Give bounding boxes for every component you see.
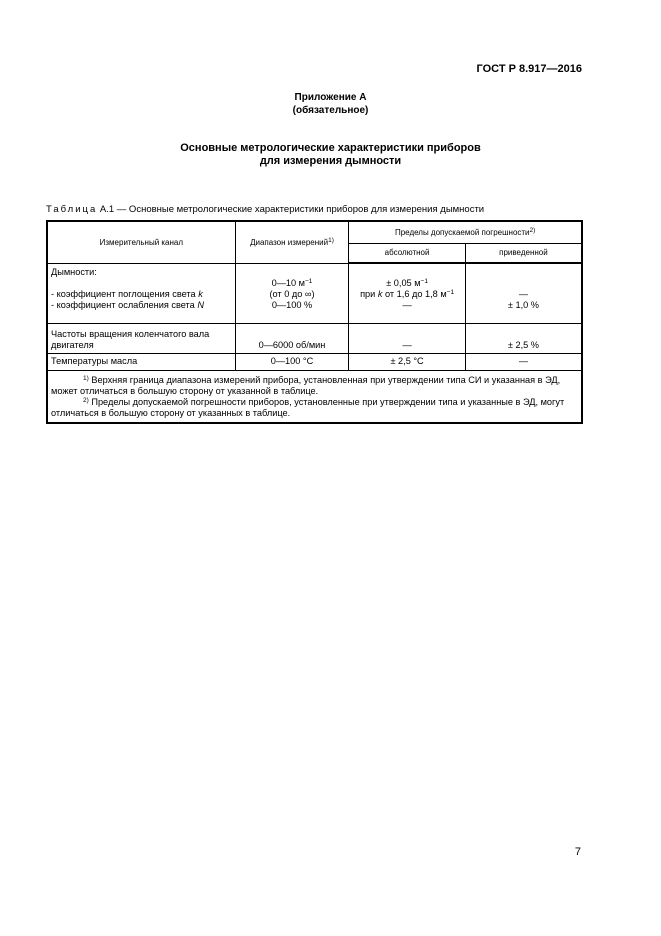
table-caption-label: Таблица bbox=[46, 204, 98, 215]
main-title-line-1: Основные метрологические характеристики приборов bbox=[180, 142, 481, 154]
attenuation-absolute-error: — bbox=[402, 300, 412, 310]
header-channel: Измерительный канал bbox=[47, 221, 235, 263]
document-code: ГОСТ Р 8.917—2016 bbox=[476, 63, 582, 75]
cell-smoke-channel bbox=[47, 263, 235, 323]
header-range-footnote-ref: 1) bbox=[328, 236, 334, 244]
cell-oil-range: 0—100 °С bbox=[235, 353, 349, 370]
absorption-label: - коэффициент поглощения света k bbox=[51, 288, 203, 299]
absorption-range: 0—10 $м^{-1}$ bbox=[271, 277, 313, 288]
smoke-group-label: Дымности: bbox=[51, 266, 97, 277]
cell-smoke-range bbox=[235, 263, 349, 323]
attenuation-label: - коэффициент ослабления света N bbox=[51, 299, 204, 310]
header-range bbox=[235, 221, 349, 263]
cell-rpm-reduced: ± 2,5 % bbox=[465, 323, 582, 353]
footnote-2-mark: 2) bbox=[83, 396, 89, 404]
cell-smoke-reduced bbox=[465, 263, 582, 323]
absorption-absolute-error: ± 0,05 $м^{-1}$ bbox=[386, 278, 428, 288]
table-row-oil bbox=[47, 353, 582, 370]
characteristics-table bbox=[46, 220, 583, 424]
cell-smoke-absolute bbox=[349, 263, 466, 323]
attenuation-reduced-error: ± 1,0 % bbox=[507, 300, 539, 310]
cell-rpm-range: 0—6000 об/мин bbox=[235, 323, 349, 353]
footnote-2 bbox=[51, 397, 578, 419]
absorption-reduced-error: — bbox=[518, 289, 529, 299]
cell-rpm-channel: Частоты вращения коленчатого вала двигателя bbox=[47, 323, 235, 353]
table-row-footnotes bbox=[47, 370, 582, 423]
table-caption bbox=[46, 204, 484, 215]
footnote-1 bbox=[51, 375, 578, 397]
main-title-line-2: для измерения дымности bbox=[259, 155, 402, 167]
absorption-variable: k bbox=[198, 288, 203, 299]
header-limits bbox=[349, 221, 582, 243]
header-absolute: абсолютной bbox=[349, 243, 466, 263]
page-number: 7 bbox=[574, 846, 581, 858]
appendix-heading bbox=[0, 91, 661, 117]
attenuation-range: 0—100 % bbox=[271, 299, 313, 310]
footnote-1-text: Верхняя граница диапазона измерений прибора, установленная при утверждении типа СИ и указанная в ЭД, может отличаться в большую сторону от указанной в таблице. bbox=[51, 374, 561, 396]
attenuation-variable: N bbox=[197, 299, 204, 310]
absorption-range-alt: (от 0 до ∞) bbox=[269, 288, 315, 299]
absorption-absolute-condition: при k от 1,6 до 1,8 $м^{-1}$ bbox=[360, 289, 455, 299]
cell-rpm-absolute: — bbox=[349, 323, 466, 353]
header-limits-text: Пределы допускаемой погрешности bbox=[394, 227, 530, 237]
appendix-title: Приложение А bbox=[294, 92, 367, 103]
header-limits-footnote-ref: 2) bbox=[529, 226, 536, 234]
cell-oil-reduced: — bbox=[465, 353, 582, 370]
header-reduced: приведенной bbox=[465, 243, 582, 263]
header-range-text: Диапазон измерений bbox=[250, 237, 329, 247]
table-row-smoke bbox=[47, 263, 582, 323]
table-footnotes bbox=[47, 370, 582, 423]
table-caption-text: А.1 — Основные метрологические характеристики приборов для измерения дымности bbox=[99, 204, 485, 215]
footnote-2-text: Пределы допускаемой погрешности приборов, установленные при утверждении типа и указанные в ЭД, могут отличаться в большую сторону от указанных в таблице. bbox=[51, 396, 565, 418]
cell-oil-channel: Температуры масла bbox=[47, 353, 235, 370]
footnote-1-mark: 1) bbox=[83, 374, 89, 382]
cell-oil-absolute: ± 2,5 °С bbox=[349, 353, 466, 370]
table-row-rpm bbox=[47, 323, 582, 353]
main-title bbox=[0, 142, 661, 168]
appendix-status: (обязательное) bbox=[292, 105, 369, 116]
